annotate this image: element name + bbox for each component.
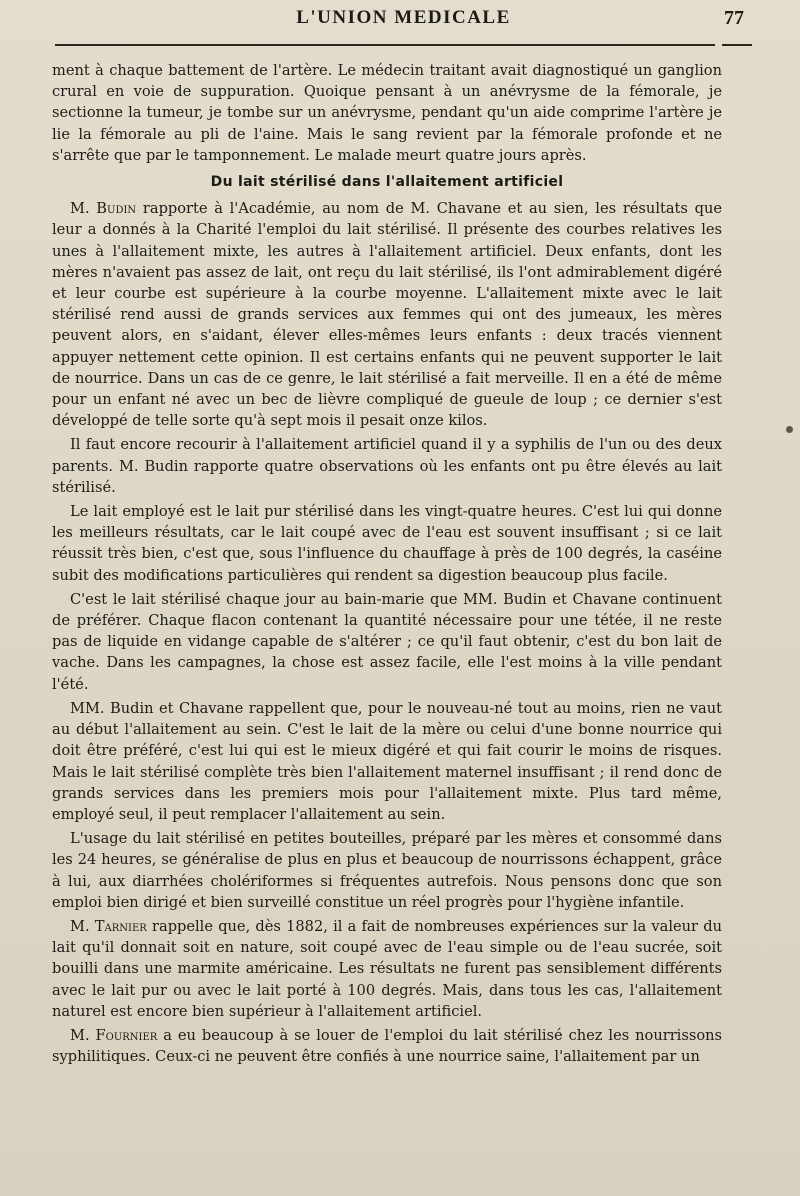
paragraph-fournier bbox=[52, 1025, 722, 1067]
speaker-name: M. Tarnier bbox=[70, 917, 147, 935]
paragraph-lait-employe: Le lait employé est le lait pur stérilisé dans les vingt-quatre heures. C'est lui qui donne les meilleurs résultats, car le lait coupé avec de l'eau est souvent insuffisant ; si ce lait réussit très bien, c'est que, sous l'influence du chauffage à près de 100 degrés, la caséine subit des modifications particulières qui rendent sa digestion beaucoup plus facile. bbox=[52, 503, 722, 584]
paragraph-budin bbox=[52, 198, 722, 431]
speaker-name: M. Fournier bbox=[70, 1026, 158, 1044]
header-rule bbox=[55, 44, 715, 46]
paragraph-text: rapporte à l'Académie, au nom de M. Chavane et au sien, les résultats que leur a donnés à la Charité l'emploi du lait stérilisé. Il présente des courbes relatives les unes à l'allaitement mixte, les autres à l'allaitement artificiel. Deux enfants, dont les mères n'avaient pas assez de lait, ont reçu du lait stérilisé, ils l'ont admirablement digéré et leur courbe est supérieure à la courbe moyenne. L'allaitement mixte avec le lait stérilisé rend aussi de grands services aux femmes qui ont des jumeaux, les mères peuvent alors, en s'aidant, élever elles-mêmes leurs enfants : deux tracés viennent appuyer nettement cette opinion. Il est certains enfants qui ne peuvent supporter le lait de nourrice. Dans un cas de ce genre, le lait stérilisé a fait merveille. Il en a été de même pour un enfant né avec un bec de lièvre compliqué de gueule de loup ; ce dernier s'est développé de telle sorte qu'à sept mois il pesait onze kilos. bbox=[52, 200, 722, 430]
paragraph-bain-marie: C'est le lait stérilisé chaque jour au bain-marie que MM. Budin et Chavane continuent de préférer. Chaque flacon contenant la quantité nécessaire pour une tétée, il ne reste pas de liquide en vidange capable de s'altérer ; ce qu'il faut obtenir, c'est du bon lait de vache. Dans les campagnes, la chose est assez facile, elle l'est moins à la ville pendant l'été. bbox=[52, 590, 722, 693]
page-header bbox=[55, 4, 752, 40]
paragraph-continuation: ment à chaque battement de l'artère. Le médecin traitant avait diagnostiqué un ganglion crural en voie de suppuration. Quoique pensant à un anévrysme de la fémorale, je sectionne la tumeur, je tombe sur un anévrysme, pendant qu'un aide comprime l'artère je lie la fémorale au pli de l'aine. Mais le sang revient par la fémorale profonde et ne s'arrête que par le tamponnement. Le malade meurt quatre jours après. bbox=[52, 62, 722, 164]
running-title: L'UNION MEDICALE bbox=[296, 7, 511, 28]
paragraph-usage: L'usage du lait stérilisé en petites bouteilles, préparé par les mères et consommé dans les 24 heures, se généralise de plus en plus et beaucoup de nourrissons échappent, grâce à lui, aux diarrhées cholériformes si fréquentes autrefois. Nous pensons donc que son emploi bien dirigé et bien surveillé constitue un réel progrès pour l'hygiène infantile. bbox=[52, 830, 722, 911]
paragraph-tarnier bbox=[52, 916, 722, 1022]
paragraph-text: a eu beaucoup à se louer de l'emploi du lait stérilisé chez les nourrissons syphilitiques. Ceux-ci ne peuvent être confiés à une nourrice saine, l'allaitement par un bbox=[52, 1026, 722, 1066]
paragraph-syphilis: Il faut encore recourir à l'allaitement artificiel quand il y a syphilis de l'un ou des deux parents. M. Budin rapporte quatre observations où les enfants ont pu être élevés au lait stérilisé. bbox=[52, 436, 722, 496]
paragraph-text: rappelle que, dès 1882, il a fait de nombreuses expériences sur la valeur du lait qu'il donnait soit en nature, soit coupé avec de l'eau simple ou de l'eau sucrée, soit bouilli dans une marmite américaine. Les résultats ne furent pas sensiblement différents avec le lait pur ou avec le lait porté à 100 degrés. Mais, dans tous les cas, l'allaitement naturel est encore bien supérieur à l'allaitement artificiel. bbox=[52, 917, 722, 1020]
section-heading: Du lait stérilisé dans l'allaitement artificiel bbox=[210, 174, 564, 191]
paragraph-allaitement-sein: MM. Budin et Chavane rappellent que, pour le nouveau-né tout au moins, rien ne vaut au début l'allaitement au sein. C'est le lait de la mère ou celui d'une bonne nourrice qui doit être préféré, c'est lui qui est le mieux digéré et qui fait courir le moins de risques. Mais le lait stérilisé complète très bien l'allaitement maternel insuffisant ; il rend donc de grands services dans les premiers mois pour l'allaitement mixte. Plus tard même, employé seul, il peut remplacer l'allaitement au sein. bbox=[52, 699, 722, 823]
page-number: 77 bbox=[724, 7, 744, 29]
speaker-name: M. Budin bbox=[70, 200, 137, 218]
margin-dot bbox=[786, 426, 793, 433]
article-body bbox=[52, 60, 722, 1070]
header-rule-right bbox=[722, 44, 752, 46]
